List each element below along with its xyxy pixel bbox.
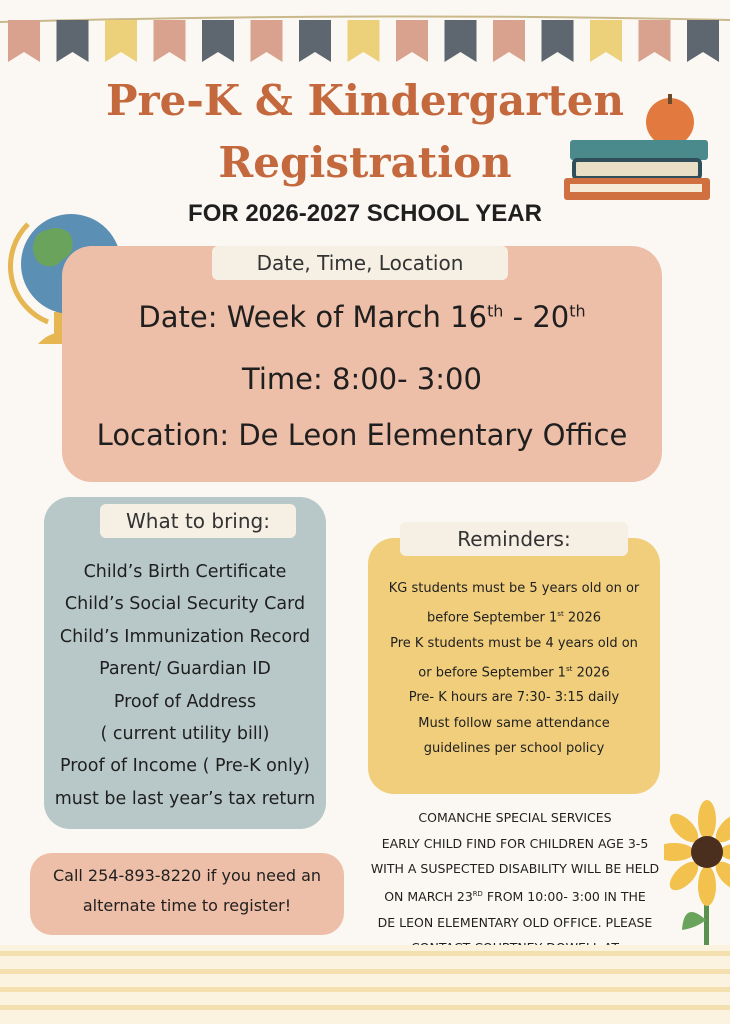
time-line: Time: 8:00- 3:00 xyxy=(242,362,482,396)
location-line: Location: De Leon Elementary Office xyxy=(96,418,628,452)
bunting-flag xyxy=(154,20,186,62)
title-line-1: Pre-K & Kindergarten xyxy=(105,76,625,125)
services-line: COMANCHE SPECIAL SERVICES xyxy=(418,810,612,825)
services-line: EARLY CHILD FIND FOR CHILDREN AGE 3-5 xyxy=(381,835,649,851)
list-item: Child’s Social Security Card xyxy=(64,594,306,615)
bunting-flag xyxy=(542,20,574,62)
services-line: WITH A SUSPECTED DISABILITY WILL BE HELD xyxy=(370,861,660,877)
bunting-flag xyxy=(590,20,622,62)
call-line-2: alternate time to register! xyxy=(82,896,292,915)
bunting-flag xyxy=(105,20,137,62)
reminder-line: before September 1st 2026 xyxy=(427,609,601,626)
reminder-line: or before September 1st 2026 xyxy=(418,663,610,681)
reminders-header: Reminders: xyxy=(400,522,628,556)
bunting-flag xyxy=(202,20,234,62)
bunting-decoration xyxy=(0,0,730,80)
bunting-flag xyxy=(8,20,40,62)
services-line: ON MARCH 23RD FROM 10:00- 3:00 IN THE xyxy=(384,888,646,904)
striped-footer-decoration xyxy=(0,945,730,1024)
reminder-line: Pre- K hours are 7:30- 3:15 daily xyxy=(408,690,620,706)
list-item: must be last year’s tax return xyxy=(54,788,316,809)
call-line-1: Call 254-893-8220 if you need an xyxy=(52,866,322,885)
list-item: Child’s Immunization Record xyxy=(59,626,311,647)
list-item: Proof of Address xyxy=(113,691,257,712)
services-line: DE LEON ELEMENTARY OLD OFFICE. PLEASE xyxy=(377,914,653,930)
bunting-flag xyxy=(299,20,331,62)
bunting-flag xyxy=(396,20,428,62)
what-to-bring-header: What to bring: xyxy=(100,504,296,538)
what-to-bring-list xyxy=(40,556,330,815)
title-line-2: Registration xyxy=(218,138,512,187)
reminder-line: guidelines per school policy xyxy=(423,740,605,756)
bunting-flag xyxy=(687,20,719,62)
list-item: Proof of Income ( Pre-K only) xyxy=(60,756,310,777)
reminder-line: Must follow same attendance xyxy=(418,715,610,731)
list-item: ( current utility bill) xyxy=(100,724,270,745)
date-time-location-header: Date, Time, Location xyxy=(212,246,508,280)
bunting-flag xyxy=(445,20,477,62)
reminders-list xyxy=(368,576,660,761)
school-year-subtitle: FOR 2026-2027 SCHOOL YEAR xyxy=(188,200,542,227)
reminder-line: Pre K students must be 4 years old on xyxy=(390,635,638,651)
list-item: Child’s Birth Certificate xyxy=(83,562,287,582)
reminder-line: KG students must be 5 years old on or xyxy=(388,581,640,596)
bunting-flag xyxy=(57,20,89,62)
list-item: Parent/ Guardian ID xyxy=(99,659,271,680)
bunting-flag xyxy=(639,20,671,62)
call-text xyxy=(30,861,344,921)
bunting-flag xyxy=(348,20,380,62)
date-line: Date: Week of March 16th - 20th xyxy=(138,300,586,334)
bunting-flag xyxy=(493,20,525,62)
bunting-flag xyxy=(251,20,283,62)
